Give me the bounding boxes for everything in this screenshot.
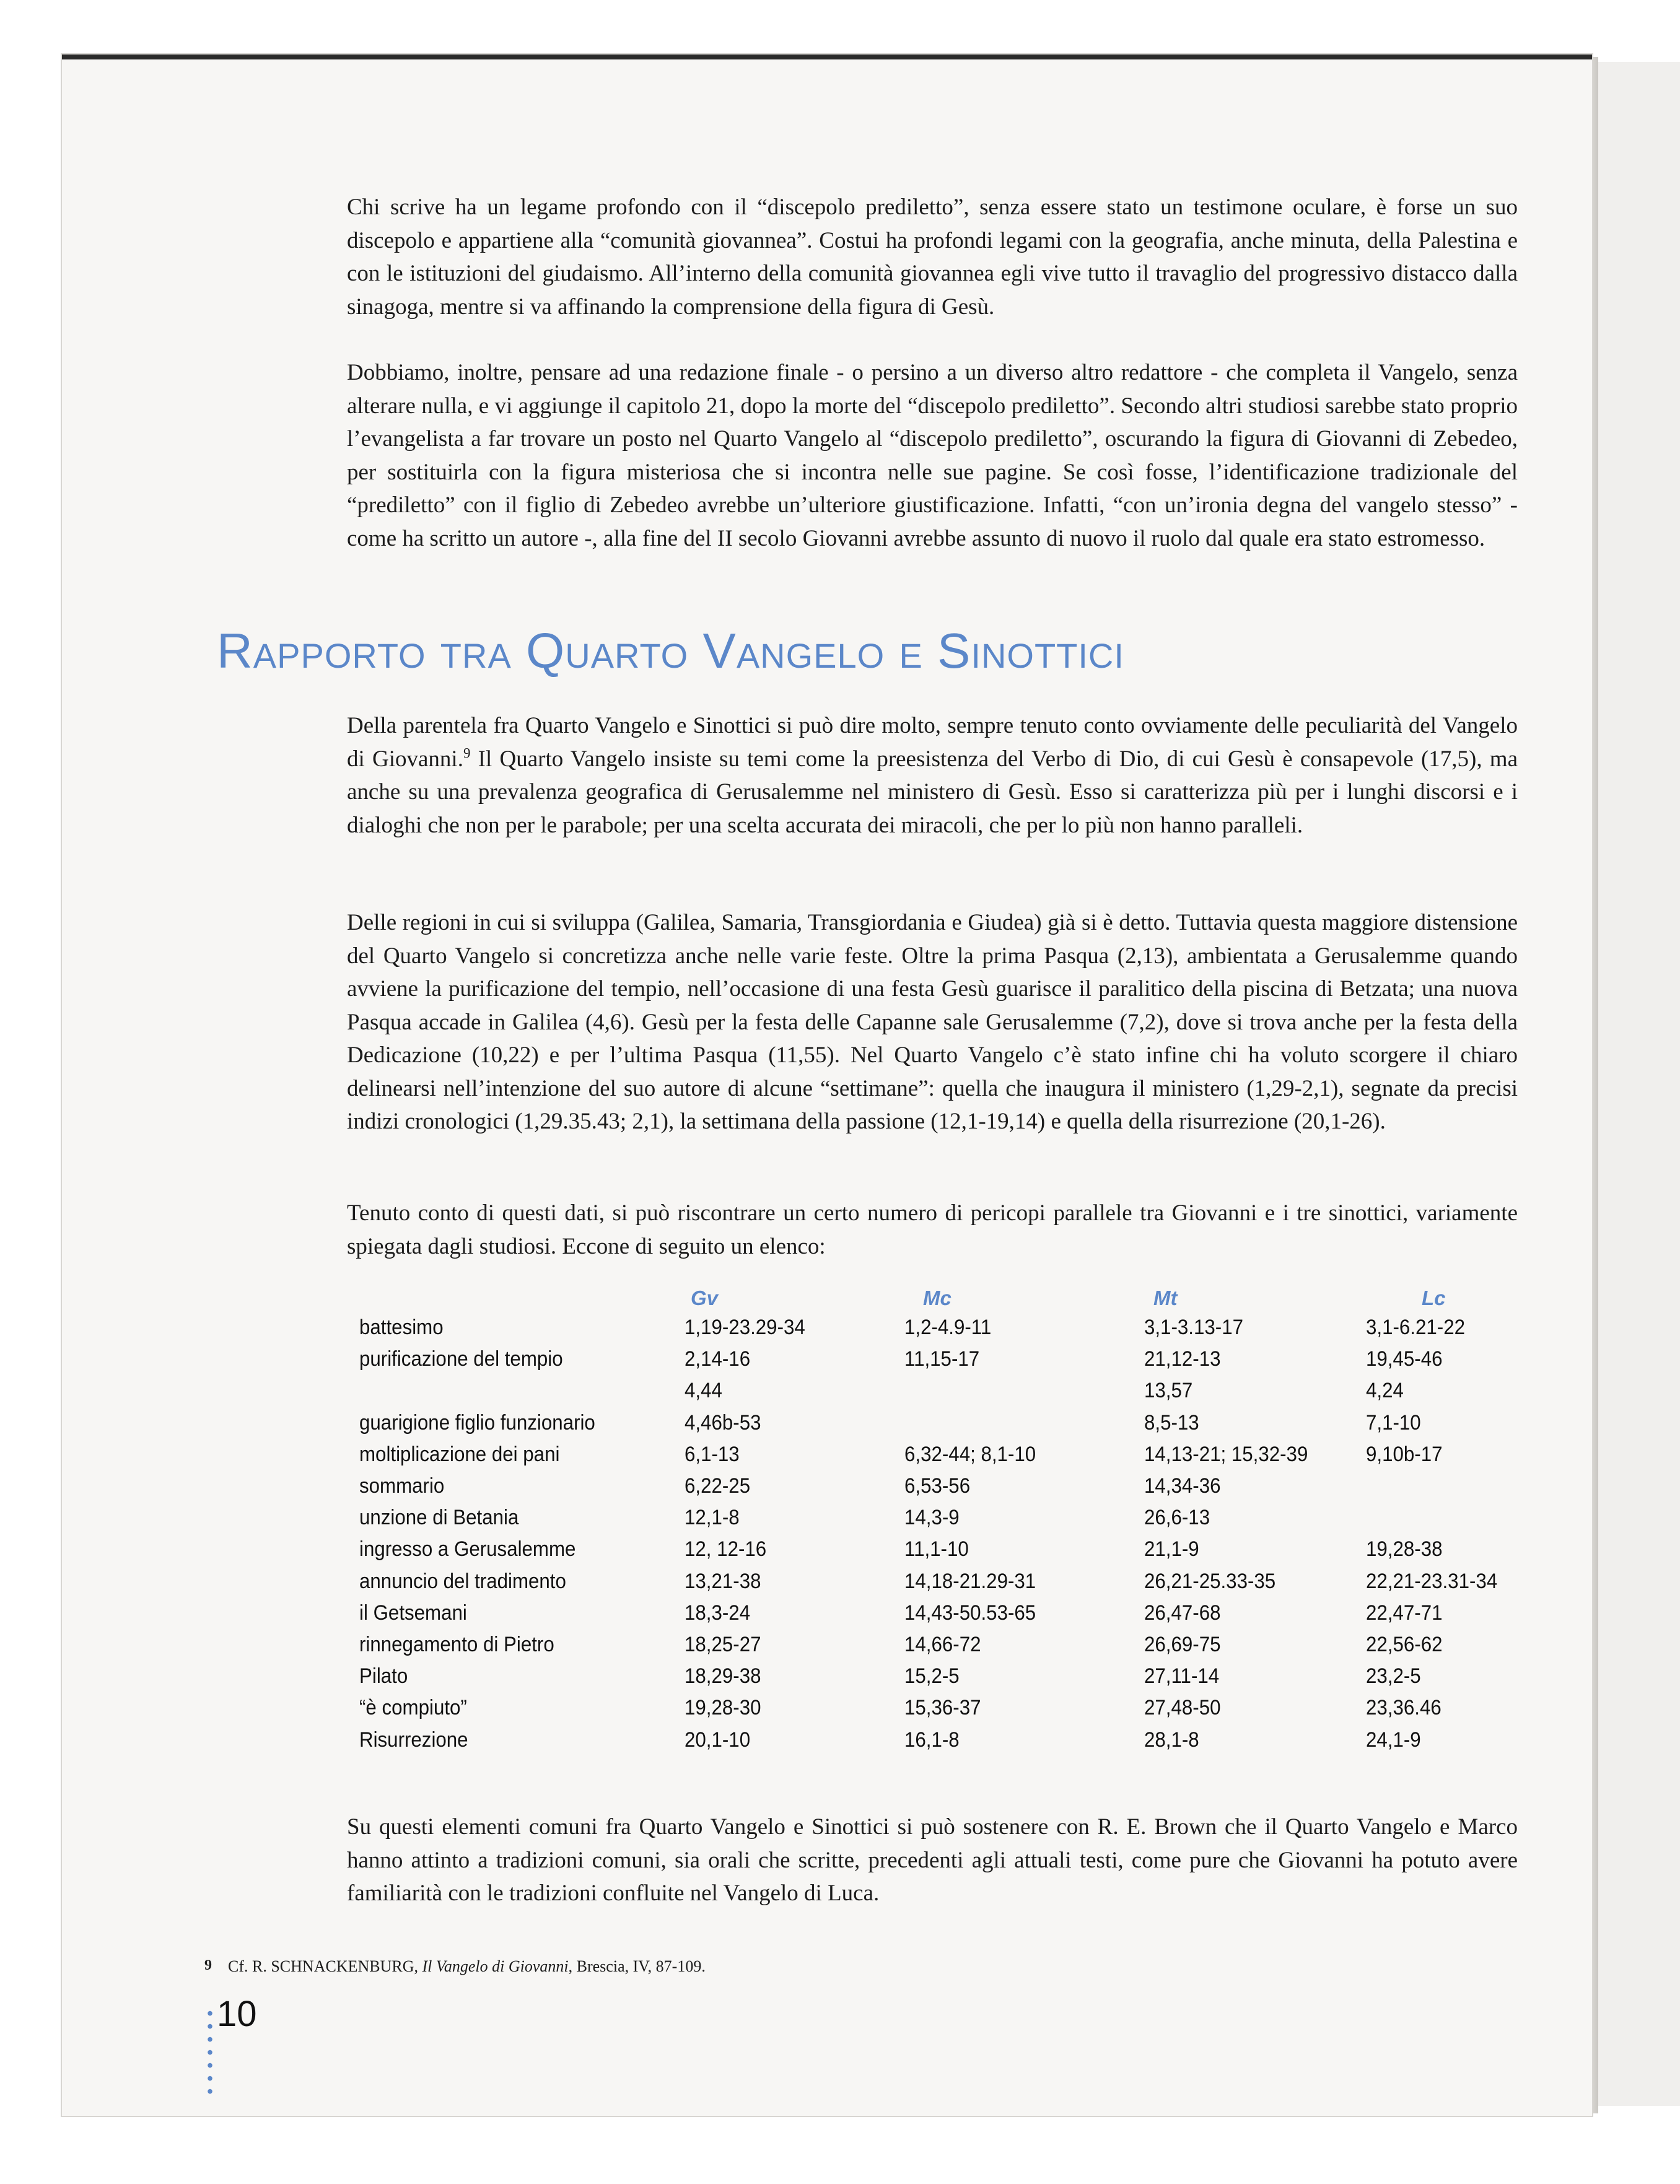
cell-gv: 1,19-23.29-34 [685,1316,805,1340]
cell-mt: 21,12-13 [1144,1347,1221,1371]
cell-mc: 6,32-44; 8,1-10 [904,1442,1036,1466]
cell-lc: 9,10b-17 [1366,1442,1443,1466]
footnote-prefix: Cf. R. SCHNACKENBURG, [228,1957,422,1975]
cell-lc [1366,1470,1588,1502]
table-row [359,1470,1608,1502]
decorative-dot-rail [207,2007,213,2100]
paragraph-synoptic-relation [347,709,1518,842]
cell-topic: purificazione del tempio [359,1347,563,1371]
cell-mc: 11,1-10 [904,1537,969,1562]
cell-topic: il Getsemani [359,1601,467,1625]
header-gv: Gv [691,1286,719,1309]
cell-mc: 1,2-4.9-11 [904,1316,992,1340]
cell-mc: 14,3-9 [904,1506,960,1530]
cell-mt: 28,1-8 [1144,1728,1199,1752]
cell-topic: guarigione figlio funzionario [359,1410,595,1435]
cell-mt: 26,6-13 [1144,1506,1210,1530]
cell-mc: 14,66-72 [904,1632,981,1656]
cell-mt: 13,57 [1144,1379,1193,1403]
cell-mt: 26,47-68 [1144,1601,1221,1625]
cell-topic: annuncio del tradimento [359,1569,566,1593]
cell-gv: 20,1-10 [685,1728,751,1752]
table-row [359,1724,1608,1755]
cell-topic: unzione di Betania [359,1506,519,1530]
cell-topic: moltiplicazione dei pani [359,1442,560,1466]
cell-mt: 14,13-21; 15,32-39 [1144,1442,1308,1466]
table-row [359,1312,1608,1343]
table-row [359,1597,1608,1629]
cell-lc: 3,1-6.21-22 [1366,1316,1465,1340]
cell-topic: ingresso a Gerusalemme [359,1537,576,1562]
table-row [359,1629,1608,1661]
footnote-title: Il Vangelo di Giovanni [422,1957,569,1975]
cell-lc: 22,56-62 [1366,1632,1443,1656]
paragraph-brown-conclusion: Su questi elementi comuni fra Quarto Vangelo e Sinottici si può sostenere con R. E. Brown che il Quarto Vangelo e Marco hanno attinto a tradizioni comuni, sia orali che scritte, precedenti agli attuali testi, come pure che Giovanni ha potuto avere familiarità con le tradizioni confluite nel Vangelo di Luca. [347,1814,1518,1906]
page-number: 10 [217,1994,257,2034]
paragraph-text: Il Quarto Vangelo insiste su temi come la preesistenza del Verbo di Dio, di cui Gesù è consapevole (17,5), ma anche su una prevalenza geografica di Gerusalemme nel ministero di Gesù. Esso si caratterizza più per i lunghi discorsi e i dialoghi che non per le parabole; per una scelta accurata dei miracoli, che per lo più non hanno paralleli. [347,746,1518,838]
table-row [359,1439,1608,1470]
table-row [359,1534,1608,1565]
parallel-pericopes-table [359,1285,1608,1756]
paragraph-text: Della parentela fra Quarto Vangelo e Sinottici si può dire molto, sempre tenuto conto ovviamente delle peculiarità del Vangelo di Giovanni. [347,713,1518,772]
cell-gv: 4,44 [685,1379,722,1403]
cell-mt: 27,48-50 [1144,1696,1221,1720]
cell-topic: rinnegamento di Pietro [359,1632,554,1656]
cell-mt: 3,1-3.13-17 [1144,1316,1243,1340]
next-page-edge [1597,62,1680,2106]
table-row [359,1407,1608,1439]
cell-gv: 2,14-16 [685,1347,751,1371]
cell-lc: 19,45-46 [1366,1347,1443,1371]
cell-mc [904,1407,1125,1439]
cell-topic: battesimo [359,1316,444,1340]
cell-mt: 26,21-25.33-35 [1144,1569,1276,1593]
cell-gv: 13,21-38 [685,1569,761,1593]
header-topic [359,1285,685,1312]
cell-mt: 8,5-13 [1144,1410,1199,1435]
footnote-suffix: , Brescia, IV, 87-109. [568,1957,706,1975]
paragraph-final-redaction: Dobbiamo, inoltre, pensare ad una redazione finale - o persino a un diverso altro redattore - che completa il Vangelo, senza alterare nulla, e vi aggiunge il capitolo 21, dopo la morte del “discepolo prediletto”. Secondo altri studiosi sarebbe stato proprio l’evangelista a far trovare un posto nel Quarto Vangelo al “discepolo prediletto”, oscurando la figura di Giovanni di Zebedeo, per sostituirla con la figura misteriosa che si incontra nelle sue pagine. Se così fosse, l’identificazione tradizionale del “prediletto” con il figlio di Zebedeo avrebbe un’ulteriore giustificazione. Infatti, “con un’ironia degna del vangelo stesso” - come ha scritto un autore -, alla fine del II secolo Giovanni avrebbe assunto di nuovo il ruolo dal quale era stato estromesso. [347,360,1518,551]
footnote [204,1957,706,1976]
cell-mt: 26,69-75 [1144,1632,1221,1656]
table-row [359,1661,1608,1692]
header-lc: Lc [1422,1286,1446,1309]
cell-mc: 16,1-8 [904,1728,960,1752]
cell-topic: “è compiuto” [359,1696,467,1720]
paragraph-regions-feasts: Delle regioni in cui si sviluppa (Galilea, Samaria, Transgiordania e Giudea) già si è detto. Tuttavia questa maggiore distensione del Quarto Vangelo si concretizza anche nelle varie feste. Oltre la prima Pasqua (2,13), ambientata a Gerusalemme quando avviene la purificazione del tempio, nell’occasione di una festa Gesù guarisce il paralitico della piscina di Betzata; una nuova Pasqua accade in Galilea (4,6). Gesù per la festa delle Capanne sale Gerusalemme (7,2), dove si trova anche per la festa della Dedicazione (10,22) e per l’ultima Pasqua (11,55). Nel Quarto Vangelo c’è stato infine chi ha voluto scorgere il chiaro delinearsi nell’intenzione del suo autore di alcune “settimane”: quella che inaugura il ministero (1,29-2,1), segnate da precisi indizi cronologici (1,29.35.43; 2,1), la settimana della passione (12,1-19,14) e quella della risurrezione (20,1-26). [347,910,1518,1134]
header-mc: Mc [923,1286,952,1309]
cell-mc: 15,36-37 [904,1696,981,1720]
cell-topic: Risurrezione [359,1728,468,1752]
cell-mc [904,1375,1125,1407]
cell-lc: 4,24 [1366,1379,1404,1403]
cell-gv: 6,1-13 [685,1442,740,1466]
cell-topic: Pilato [359,1664,408,1688]
table-row [359,1343,1608,1375]
cell-mc: 15,2-5 [904,1664,960,1688]
cell-lc: 7,1-10 [1366,1410,1421,1435]
section-heading: Rapporto tra Quarto Vangelo e Sinottici [217,623,1124,678]
cell-topic: sommario [359,1474,445,1498]
cell-gv: 18,3-24 [685,1601,751,1625]
cell-mc: 11,15-17 [904,1347,980,1371]
cell-lc: 22,47-71 [1366,1601,1443,1625]
cell-gv: 12, 12-16 [685,1537,767,1562]
cell-gv: 6,22-25 [685,1474,751,1498]
cell-lc: 22,21-23.31-34 [1366,1569,1498,1593]
cell-mt: 21,1-9 [1144,1537,1199,1562]
cell-gv: 12,1-8 [685,1506,740,1530]
cell-gv: 19,28-30 [685,1696,761,1720]
cell-mt: 27,11-14 [1144,1664,1220,1688]
table-row [359,1502,1608,1534]
paragraph-pericopes-intro: Tenuto conto di questi dati, si può riscontrare un certo numero di pericopi parallele tra Giovanni e i tre sinottici, variamente spiegata dagli studiosi. Eccone di seguito un elenco: [347,1200,1518,1259]
table-row [359,1375,1608,1407]
cell-mc: 6,53-56 [904,1474,971,1498]
cell-lc [1366,1502,1588,1534]
cell-lc: 24,1-9 [1366,1728,1421,1752]
cell-lc: 23,2-5 [1366,1664,1421,1688]
footnote-number: 9 [204,1957,212,1973]
cell-lc: 23,36.46 [1366,1696,1442,1720]
footnote-reference: 9 [463,745,471,761]
paragraph-author-legacy: Chi scrive ha un legame profondo con il “discepolo prediletto”, senza essere stato un testimone oculare, è forse un suo discepolo e appartiene alla “comunità giovannea”. Costui ha profondi legami con la geografia, anche minuta, della Palestina e con le istituzioni del giudaismo. All’interno della comunità giovannea egli vive tutto il travaglio del progressivo distacco dalla sinagoga, mentre si va affinando la comprensione della figura di Gesù. [347,194,1518,320]
cell-topic [359,1375,658,1407]
cell-gv: 4,46b-53 [685,1410,761,1435]
cell-lc: 19,28-38 [1366,1537,1443,1562]
table-row [359,1692,1608,1724]
cell-mc: 14,18-21.29-31 [904,1569,1036,1593]
table-header-row [359,1285,1608,1312]
cell-gv: 18,29-38 [685,1664,761,1688]
table-row [359,1566,1608,1597]
cell-mt: 14,34-36 [1144,1474,1221,1498]
header-mt: Mt [1153,1286,1178,1309]
cell-mc: 14,43-50.53-65 [904,1601,1036,1625]
cell-gv: 18,25-27 [685,1632,761,1656]
